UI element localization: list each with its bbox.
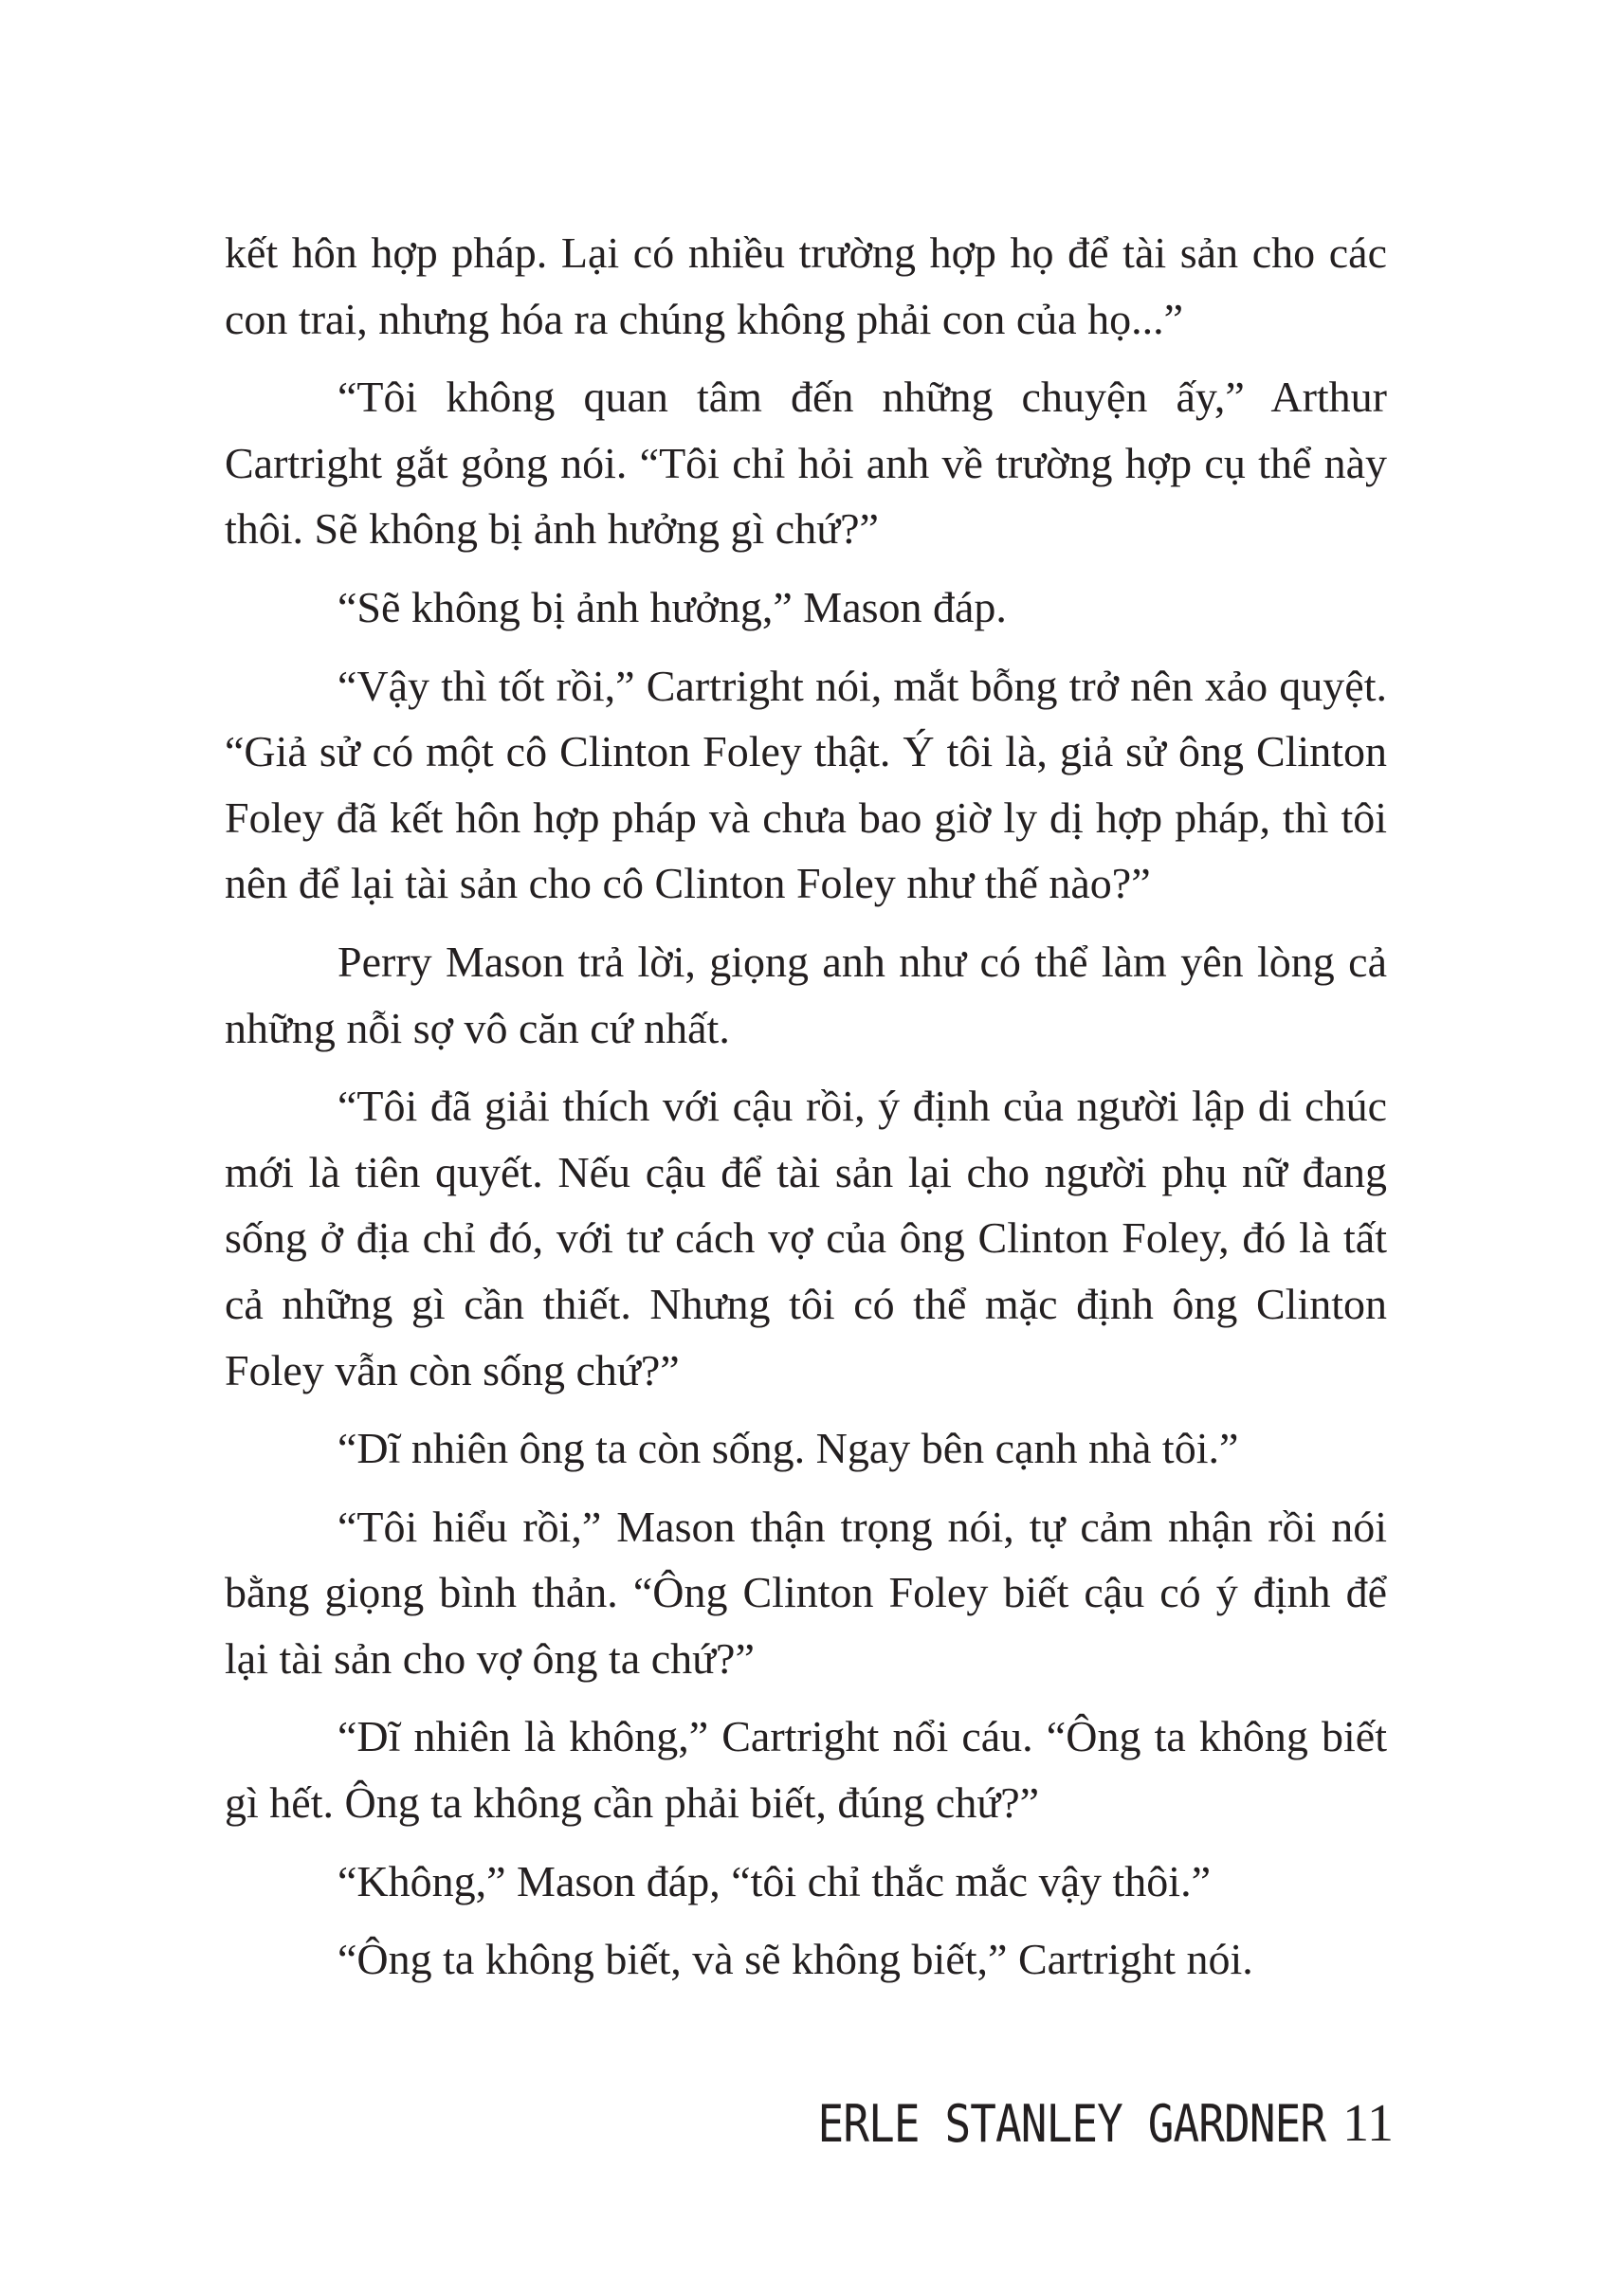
paragraph: “Không,” Mason đáp, “tôi chỉ thắc mắc vậy thôi.” (338, 1856, 1211, 1905)
paragraph: “Sẽ không bị ảnh hưởng,” Mason đáp. (338, 582, 1007, 631)
footer-author: ERLE STANLEY GARDNER (817, 2093, 1326, 2154)
paragraph: Perry Mason trả lời, giọng anh như có thể làm yên lòng cả những nỗi sợ vô căn cứ nhất. (225, 937, 1387, 1052)
page-number: 11 (1342, 2094, 1394, 2153)
paragraph: “Tôi hiểu rồi,” Mason thận trọng nói, tự cảm nhận rồi nói bằng giọng bình thản. “Ông Clinton Foley biết cậu có ý định để lại tài sản cho vợ ông ta chứ?” (225, 1502, 1387, 1683)
paragraph: “Tôi không quan tâm đến những chuyện ấy,” Arthur Cartright gắt gỏng nói. “Tôi chỉ hỏi anh về trường hợp cụ thể này thôi. Sẽ không bị ảnh hưởng gì chứ?” (225, 373, 1387, 554)
paragraph: “Ông ta không biết, và sẽ không biết,” Cartright nói. (338, 1935, 1253, 1984)
paragraph: “Tôi đã giải thích với cậu rồi, ý định của người lập di chúc mới là tiên quyết. Nếu cậu để tài sản lại cho người phụ nữ đang sống ở địa chỉ đó, với tư cách vợ của ông Clinton Foley, đó là tất cả những gì cần thiết. Nhưng tôi có thể mặc định ông Clinton Foley vẫn còn sống chứ?” (225, 1082, 1387, 1394)
page-footer (730, 2081, 1394, 2166)
body-text (225, 220, 1387, 2005)
paragraph: “Dĩ nhiên là không,” Cartright nổi cáu. “Ông ta không biết gì hết. Ông ta không cần phải biết, đúng chứ?” (225, 1712, 1387, 1828)
paragraph: “Vậy thì tốt rồi,” Cartright nói, mắt bỗng trở nên xảo quyệt. “Giả sử có một cô Clinton Foley thật. Ý tôi là, giả sử ông Clinton Foley đã kết hôn hợp pháp và chưa bao giờ ly dị hợp pháp, thì tôi nên để lại tài sản cho cô Clinton Foley như thế nào?” (225, 661, 1387, 908)
paragraph: kết hôn hợp pháp. Lại có nhiều trường hợp họ để tài sản cho các con trai, nhưng hóa ra chúng không phải con của họ...” (225, 228, 1387, 343)
paragraph: “Dĩ nhiên ông ta còn sống. Ngay bên cạnh nhà tôi.” (338, 1424, 1239, 1473)
